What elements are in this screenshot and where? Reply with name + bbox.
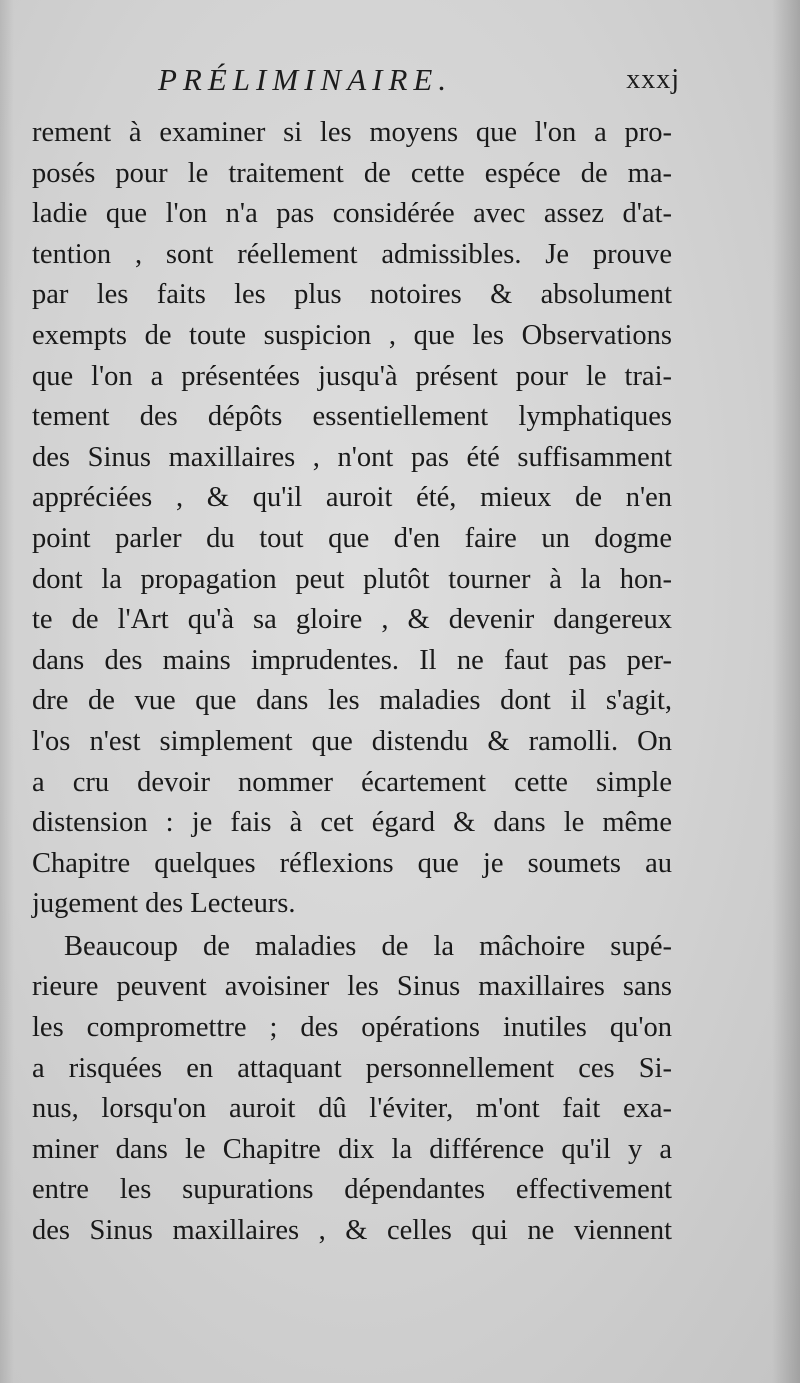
text-line: nus, lorsqu'on auroit dû l'éviter, m'ont fait exa- (32, 1093, 672, 1125)
text-line: appréciées , & qu'il auroit été, mieux de n'en (32, 482, 672, 514)
text-line: te de l'Art qu'à sa gloire , & devenir dangereux (32, 604, 672, 636)
text-line: l'os n'est simplement que distendu & ramolli. On (32, 725, 672, 757)
page-edge-shadow (772, 0, 800, 1383)
text-line: point parler du tout que d'en faire un dogme (32, 522, 672, 554)
running-title: PRÉLIMINAIRE. (158, 62, 453, 97)
text-line: exempts de toute suspicion , que les Observations (32, 319, 672, 351)
text-line: tement des dépôts essentiellement lymphatiques (32, 401, 672, 433)
text-line: a risquées en attaquant personnellement ces Si- (32, 1052, 672, 1084)
text-line: des Sinus maxillaires , n'ont pas été suffisamment (32, 441, 672, 473)
text-line: que l'on a présentées jusqu'à présent pour le trai- (32, 360, 672, 392)
text-line: distension : je fais à cet égard & dans le même (32, 807, 672, 839)
text-line: rement à examiner si les moyens que l'on a pro- (32, 117, 672, 148)
text-line: dans des mains imprudentes. Il ne faut pas per- (32, 644, 672, 676)
text-line: entre les supurations dépendantes effectivement (32, 1174, 672, 1206)
text-line: a cru devoir nommer écartement cette simple (32, 766, 672, 798)
text-line: par les faits les plus notoires & absolument (32, 279, 672, 311)
text-line: tention , sont réellement admissibles. Je prouve (32, 238, 672, 270)
text-line: Chapitre quelques réflexions que je soumets au (32, 847, 672, 879)
text-line: Beaucoup de maladies de la mâchoire supé- (64, 930, 672, 962)
text-line: ladie que l'on n'a pas considérée avec assez d'at- (32, 198, 672, 230)
text-line: miner dans le Chapitre dix la différence qu'il y a (32, 1133, 672, 1165)
text-line: posés pour le traitement de cette espéce de ma- (32, 157, 672, 189)
text-line: dre de vue que dans les maladies dont il s'agit, (32, 685, 672, 717)
text-line: jugement des Lecteurs. (32, 888, 296, 920)
text-line: dont la propagation peut plutôt tourner à la hon- (32, 563, 672, 595)
body-text (32, 113, 672, 1252)
gutter-shadow (0, 0, 14, 1383)
page-header (32, 62, 680, 102)
page-number: xxxj (626, 64, 680, 95)
text-line: des Sinus maxillaires , & celles qui ne viennent (32, 1215, 672, 1247)
paragraph-1 (32, 113, 672, 925)
text-line: rieure peuvent avoisiner les Sinus maxillaires sans (32, 971, 672, 1003)
text-line: les compromettre ; des opérations inutiles qu'on (32, 1012, 672, 1044)
paragraph-2 (32, 927, 672, 1252)
